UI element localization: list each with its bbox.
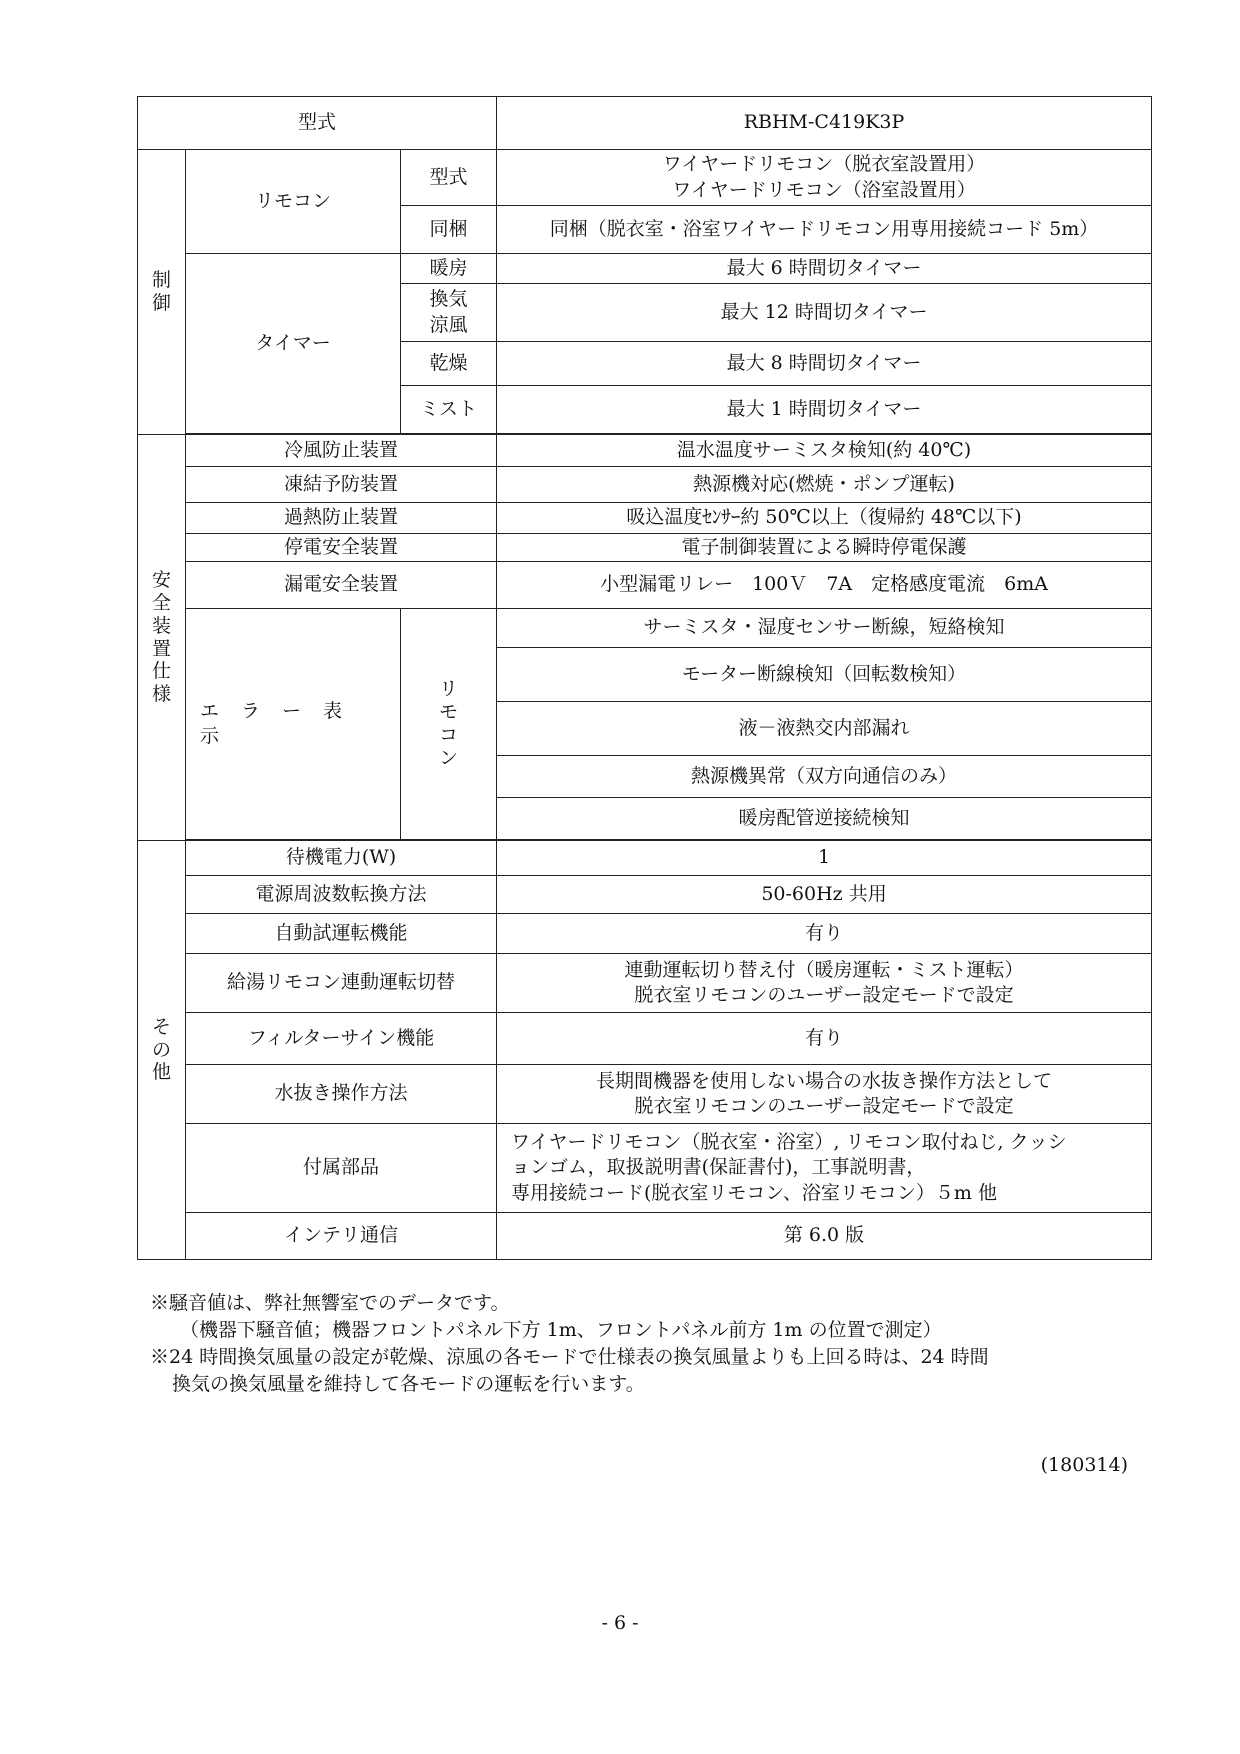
table-row xyxy=(138,1213,1152,1260)
table-row xyxy=(138,876,1152,914)
table-row xyxy=(138,534,1152,562)
table-row xyxy=(138,841,1152,876)
group-label-safety: 安 全 装 置 仕 様 xyxy=(138,435,186,841)
other-value: 長期間機器を使用しない場合の水抜き操作方法として 脱衣室リモコンのユーザー設定モードで設定 xyxy=(497,1065,1152,1124)
other-label: インテリ通信 xyxy=(186,1213,497,1260)
error-item: モーター断線検知（回転数検知） xyxy=(497,648,1152,702)
error-item: 液－液熱交内部漏れ xyxy=(497,702,1152,756)
safety-label: 冷風防止装置 xyxy=(186,435,497,467)
other-value: 有り xyxy=(497,1013,1152,1065)
timer-value: 最大 6 時間切タイマー xyxy=(497,254,1152,284)
timer-mode: 換気 涼風 xyxy=(401,284,497,342)
other-label: 水抜き操作方法 xyxy=(186,1065,497,1124)
footnotes xyxy=(150,1290,1150,1398)
table-row xyxy=(138,1124,1152,1213)
table-row xyxy=(138,954,1152,1013)
table-row xyxy=(138,97,1152,150)
spec-table xyxy=(137,96,1152,1260)
remote-model-value: ワイヤードリモコン（脱衣室設置用） ワイヤードリモコン（浴室設置用） xyxy=(497,150,1152,206)
safety-value: 電子制御装置による瞬時停電保護 xyxy=(497,534,1152,562)
model-value: RBHM-C419K3P xyxy=(497,97,1152,150)
other-label: 付属部品 xyxy=(186,1124,497,1213)
footnote: 換気の換気風量を維持して各モードの運転を行います。 xyxy=(172,1372,645,1395)
table-row xyxy=(138,150,1152,206)
group-label-control: 制 御 xyxy=(138,150,186,435)
safety-label: 過熱防止装置 xyxy=(186,503,497,534)
timer-label: タイマー xyxy=(186,254,401,434)
footnote: （機器下騒音値；機器フロントパネル下方 1m、フロントパネル前方 1m の位置で測定） xyxy=(180,1318,942,1341)
table-row xyxy=(138,435,1152,467)
other-value: 50-60Hz 共用 xyxy=(497,876,1152,914)
table-row xyxy=(138,914,1152,954)
other-value: 有り xyxy=(497,914,1152,954)
model-label: 型式 xyxy=(138,97,497,150)
document-number: (180314) xyxy=(1040,1454,1128,1476)
safety-value: 熱源機対応(燃焼・ポンプ運転) xyxy=(497,467,1152,503)
other-label: フィルターサイン機能 xyxy=(186,1013,497,1065)
remote-label: リモコン xyxy=(186,150,401,254)
other-value: 連動運転切り替え付（暖房運転・ミスト運転） 脱衣室リモコンのユーザー設定モードで設定 xyxy=(497,954,1152,1013)
footnote: ※騒音値は、弊社無響室でのデータです。 xyxy=(150,1292,510,1314)
error-item: サーミスタ・湿度センサー断線，短絡検知 xyxy=(497,609,1152,648)
other-value: ワイヤードリモコン（脱衣室・浴室）, リモコン取付ねじ, クッシ ョンゴム，取扱説明書(保証書付)，工事説明書， 専用接続コード(脱衣室リモコン、浴室リモコン）５m 他 xyxy=(497,1124,1152,1213)
table-row xyxy=(138,562,1152,609)
safety-value: 吸込温度ｾﾝｻｰ約 50℃以上（復帰約 48℃以下) xyxy=(497,503,1152,534)
timer-value: 最大 8 時間切タイマー xyxy=(497,342,1152,386)
other-label: 給湯リモコン連動運転切替 xyxy=(186,954,497,1013)
other-label: 電源周波数転換方法 xyxy=(186,876,497,914)
timer-mode: ミスト xyxy=(401,386,497,434)
remote-bundle-value: 同梱（脱衣室・浴室ワイヤードリモコン用専用接続コード 5m） xyxy=(497,206,1152,254)
safety-value: 温水温度サーミスタ検知(約 40℃) xyxy=(497,435,1152,467)
error-remote-sublabel: リ モ コ ン xyxy=(401,609,497,840)
other-label: 待機電力(W) xyxy=(186,841,497,876)
timer-value: 最大 1 時間切タイマー xyxy=(497,386,1152,434)
timer-mode: 暖房 xyxy=(401,254,497,284)
table-row xyxy=(138,1013,1152,1065)
timer-mode: 乾燥 xyxy=(401,342,497,386)
table-row xyxy=(138,467,1152,503)
table-row xyxy=(138,609,1152,648)
safety-label: 停電安全装置 xyxy=(186,534,497,562)
remote-bundle-label: 同梱 xyxy=(401,206,497,254)
error-display-label: エラー表示 xyxy=(186,609,401,840)
group-label-other: そ の 他 xyxy=(138,841,186,1260)
footnote: ※24 時間換気風量の設定が乾燥、涼風の各モードで仕様表の換気風量よりも上回る時は、24 時間 xyxy=(150,1345,989,1368)
other-value: 1 xyxy=(497,841,1152,876)
other-value: 第 6.0 版 xyxy=(497,1213,1152,1260)
page-number: - 6 - xyxy=(601,1612,639,1634)
safety-value: 小型漏電リレー 100Ｖ 7A 定格感度電流 6mA xyxy=(497,562,1152,609)
table-row xyxy=(138,1065,1152,1124)
other-label: 自動試運転機能 xyxy=(186,914,497,954)
error-item: 熱源機異常（双方向通信のみ） xyxy=(497,756,1152,798)
remote-model-label: 型式 xyxy=(401,150,497,206)
table-row xyxy=(138,503,1152,534)
safety-label: 漏電安全装置 xyxy=(186,562,497,609)
table-row xyxy=(138,254,1152,284)
error-item: 暖房配管逆接続検知 xyxy=(497,798,1152,840)
timer-value: 最大 12 時間切タイマー xyxy=(497,284,1152,342)
safety-label: 凍結予防装置 xyxy=(186,467,497,503)
